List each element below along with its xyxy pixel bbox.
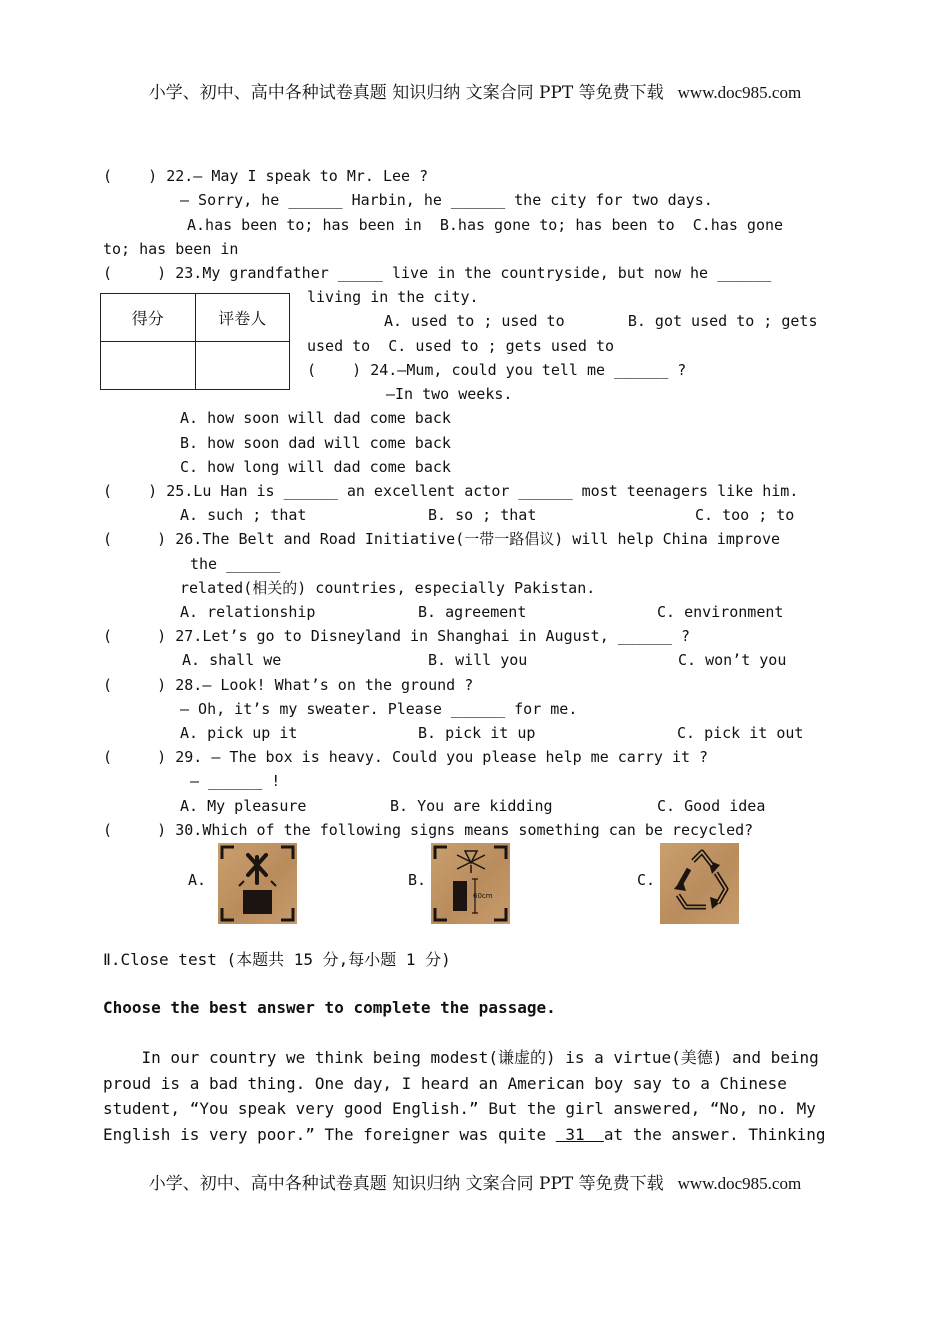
q27-option-b: B. will you <box>428 651 528 669</box>
q28-stem: ( ) 28.— Look! What’s on the ground ? <box>103 676 474 694</box>
q22-options: A.has been to; has been in B.has gone to; has been to C.has gone <box>187 216 784 234</box>
q29-option-a: A. My pleasure <box>180 797 307 815</box>
q22-options-cont: to; has been in <box>103 240 239 258</box>
q23-stem: ( ) 23.My grandfather _____ live in the countryside, but now he ______ <box>103 264 772 282</box>
q26-stem-cont2: related(相关的) countries, especially Pakistan. <box>180 579 596 597</box>
page-footer <box>0 1169 950 1194</box>
score-cell[interactable] <box>101 342 196 390</box>
q30-option-c: C. <box>637 871 656 889</box>
q29-stem: ( ) 29. — The box is heavy. Could you please help me carry it ? <box>103 748 709 766</box>
q26-option-b: B. agreement <box>418 603 527 621</box>
q30-stem: ( ) 30.Which of the following signs means something can be recycled? <box>103 821 754 839</box>
grader-cell[interactable] <box>195 342 290 390</box>
q30-option-b: B. <box>408 871 427 889</box>
q24-answer: —In two weeks. <box>386 385 513 403</box>
section-title: Ⅱ.Close test (本题共 15 分,每小题 1 分) <box>103 950 451 969</box>
q25-option-c: C. too ; to <box>695 506 795 524</box>
fragile-umbrella-sign-icon <box>218 843 297 924</box>
sign-b-text: 60cm <box>473 892 493 900</box>
section-instruction: Choose the best answer to complete the passage. <box>103 998 556 1017</box>
q22-stem: ( ) 22.— May I speak to Mr. Lee ? <box>103 167 429 185</box>
q28-dialog: — Oh, it’s my sweater. Please ______ for me. <box>180 700 578 718</box>
q23-options: A. used to ; used to B. got used to ; gets <box>384 312 818 330</box>
passage-line-3: student, “You speak very good English.” But the girl answered, “No, no. My <box>103 1099 816 1118</box>
q29-option-c: C. Good idea <box>657 797 766 815</box>
q26-stem: ( ) 26.The Belt and Road Initiative(一带一路倡议) will help China improve <box>103 530 781 548</box>
q28-option-a: A. pick up it <box>180 724 298 742</box>
passage-line-2: proud is a bad thing. One day, I heard an American boy say to a Chinese <box>103 1074 787 1093</box>
q28-option-c: C. pick it out <box>677 724 804 742</box>
q25-option-b: B. so ; that <box>428 506 537 524</box>
page-header <box>0 78 950 103</box>
q24-option-a: A. how soon will dad come back <box>180 409 451 427</box>
q23-stem-cont: living in the city. <box>307 288 479 306</box>
q27-option-c: C. won’t you <box>678 651 787 669</box>
stacking-limit-sign-icon <box>431 843 510 924</box>
passage-line-4-start: English is very poor.” The foreigner was quite <box>103 1125 556 1144</box>
footer-site: www.doc985.com <box>677 1174 802 1193</box>
q27-option-a: A. shall we <box>182 651 282 669</box>
passage-line-4-end: at the answer. Thinking <box>603 1125 826 1144</box>
passage-line-4 <box>103 1125 825 1145</box>
q26-option-c: C. environment <box>657 603 784 621</box>
q29-answer: — ______ ! <box>190 772 281 790</box>
q28-option-b: B. pick it up <box>418 724 536 742</box>
q26-stem-cont: the ______ <box>190 555 281 573</box>
blank-31[interactable]: 31 <box>555 1125 604 1144</box>
footer-text: 小学、初中、高中各种试卷真题 知识归纳 文案合同 PPT 等免费下载 <box>148 1174 664 1194</box>
q29-option-b: B. You are kidding <box>390 797 553 815</box>
recycle-sign-icon <box>660 843 739 924</box>
score-table <box>100 293 290 390</box>
passage-line-1: In our country we think being modest(谦虚的) is a virtue(美德) and being <box>103 1048 819 1067</box>
q22-dialog: — Sorry, he ______ Harbin, he ______ the city for two days. <box>180 191 713 209</box>
header-site: www.doc985.com <box>677 83 802 102</box>
score-header: 得分 <box>101 294 196 342</box>
q25-option-a: A. such ; that <box>180 506 307 524</box>
q30-option-a: A. <box>188 871 207 889</box>
header-text: 小学、初中、高中各种试卷真题 知识归纳 文案合同 PPT 等免费下载 <box>148 83 664 103</box>
q26-option-a: A. relationship <box>180 603 316 621</box>
q24-option-b: B. how soon dad will come back <box>180 434 451 452</box>
grader-header: 评卷人 <box>195 294 290 342</box>
q27-stem: ( ) 27.Let’s go to Disneyland in Shanghai in August, ______ ? <box>103 627 690 645</box>
q24-stem: ( ) 24.—Mum, could you tell me ______ ? <box>307 361 687 379</box>
q24-option-c: C. how long will dad come back <box>180 458 451 476</box>
q25-stem: ( ) 25.Lu Han is ______ an excellent actor ______ most teenagers like him. <box>103 482 799 500</box>
q23-options-cont: used to C. used to ; gets used to <box>307 337 615 355</box>
